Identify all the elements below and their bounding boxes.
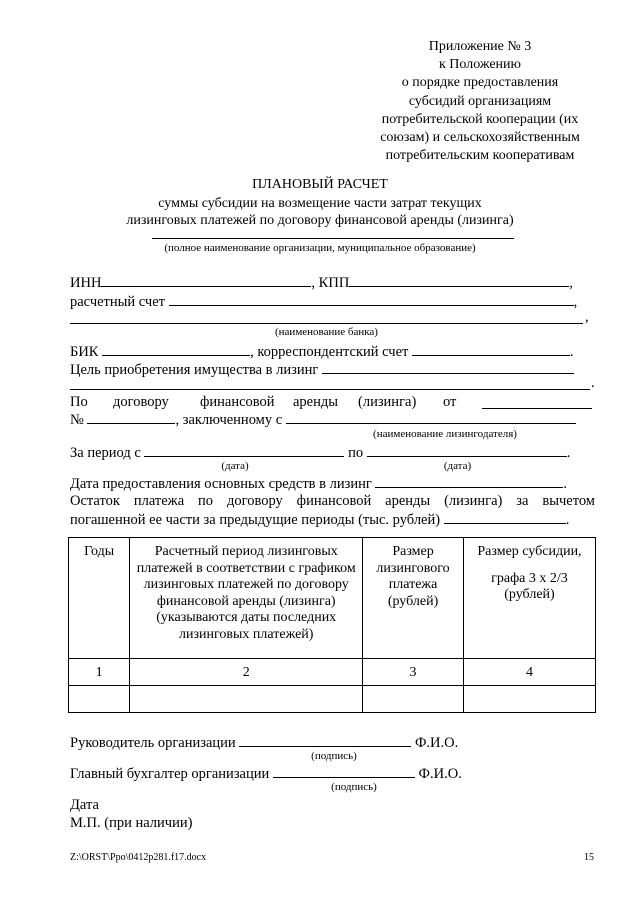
header-subsidy [463,538,595,659]
contract-date-field[interactable] [482,408,592,409]
kpp-label: , КПП [311,275,350,291]
corr-account-field[interactable] [412,342,570,356]
bik-row: БИК , корреспондентский счет . [70,344,574,360]
appendix-reference [365,38,595,165]
remainder-row: погашенной ее части за предыдущие периоды (тыс. рублей) . [70,512,570,528]
table-number-row [69,659,596,686]
organization-name-line[interactable] [152,238,514,239]
provision-date-row: Дата предоставления основных средств в лизинг . [70,476,568,492]
document-title: ПЛАНОВЫЙ РАСЧЕТ [252,177,388,192]
account-row: расчетный счет , [70,294,578,310]
account-field[interactable] [169,292,574,306]
contract-number-field[interactable] [87,410,175,424]
remainder-line-1: Остаток платежа по договору финансовой аренды (лизинга) за вычетом [70,493,595,509]
accountant-label: Главный бухгалтер организации [70,766,270,782]
contract-number-row [70,410,576,429]
table-header-row [69,538,596,659]
concluded-label: , заключенному с [175,412,283,428]
lessor-caption: (наименование лизингодателя) [373,428,517,440]
contract-word-2: договору [113,394,169,410]
column-number: 4 [463,659,595,686]
contract-word-4: аренды [293,394,339,410]
period-from-label: За период с [70,445,141,461]
contract-word-1: По [70,394,88,410]
provision-date-label: Дата предоставления основных средств в лизинг [70,476,372,492]
header-subsidy-formula: графа 3 х 2/3 (рублей) [491,570,568,602]
inn-field[interactable] [101,273,311,287]
head-label: Руководитель организации [70,735,236,751]
appendix-line: потребительской кооперации (их [381,111,579,127]
date-label: Дата [70,797,99,813]
accountant-signature-caption: (подпись) [331,781,377,793]
organization-caption: (полное наименование организации, муниципальное образование) [164,242,476,254]
appendix-line: к Положению [438,57,521,73]
bik-label: БИК [70,344,99,360]
header-period: Расчетный период лизинговых платежей в соответствии с графиком лизинговых платежей по договору финансовой аренды (лизинга) (указываются даты последних лизинговых платежей) [130,538,363,659]
remainder-label: погашенной ее части за предыдущие периоды (тыс. рублей) [70,512,441,528]
table-row [69,686,596,713]
corr-account-label: , корреспондентский счет [250,344,409,360]
number-label: № [70,412,84,428]
appendix-line: союзам) и сельскохозяйственным [380,130,580,146]
contract-word-6: от [443,394,457,410]
appendix-line: о порядке предоставления [401,75,559,91]
table-cell-payment[interactable] [363,686,464,713]
title-subline-1: суммы субсидии на возмещение части затрат текущих [158,196,482,211]
column-number: 3 [363,659,464,686]
account-label: расчетный счет [70,294,165,310]
accountant-signature-field[interactable] [273,764,415,778]
period-to-field[interactable] [367,443,567,457]
title-subline-2: лизинговых платежей по договору финансовой аренды (лизинга) [126,213,514,228]
file-path: Z:\ORST\Ppo\0412p281.f17.docx [70,852,207,863]
table-cell-years[interactable] [69,686,130,713]
purpose-line-2[interactable] [70,389,590,390]
date-caption-from: (дата) [221,460,249,472]
period-to-label: по [348,445,364,461]
purpose-row [70,360,574,379]
inn-label: ИНН [70,275,102,291]
appendix-line: субсидий организациям [408,93,552,109]
kpp-field[interactable] [349,273,569,287]
inn-row: ИНН , КПП , [70,275,573,291]
table-cell-subsidy[interactable] [463,686,595,713]
accountant-fio-label: Ф.И.О. [418,766,462,782]
page-number: 15 [584,852,594,863]
bank-caption: (наименование банка) [275,326,378,338]
header-payment: Размер лизингового платежа (рублей) [363,538,464,659]
bik-field[interactable] [102,342,250,356]
purpose-field[interactable] [322,360,574,374]
table-cell-period[interactable] [130,686,363,713]
header-years: Годы [69,538,130,659]
provision-date-field[interactable] [375,474,563,488]
head-signature-field[interactable] [239,733,411,747]
appendix-line: Приложение № 3 [428,39,532,54]
period-row: За период с по . [70,445,571,461]
head-fio-label: Ф.И.О. [414,735,459,751]
purpose-label: Цель приобретения имущества в лизинг [70,362,319,378]
bank-name-line[interactable] [70,323,583,324]
header-subsidy-title: Размер субсидии, [477,544,582,559]
column-number: 1 [69,659,130,686]
stamp-label: М.П. (при наличии) [70,815,193,831]
subsidy-table [68,537,596,713]
head-signature-caption: (подпись) [311,750,357,762]
contract-word-3: финансовой [200,394,275,410]
date-caption-to: (дата) [443,460,472,472]
contract-word-5: (лизинга) [358,394,417,410]
appendix-line: потребительским кооперативам [385,148,575,164]
period-from-field[interactable] [144,443,344,457]
lessor-field[interactable] [286,410,576,424]
remainder-field[interactable] [444,510,566,524]
column-number: 2 [130,659,363,686]
